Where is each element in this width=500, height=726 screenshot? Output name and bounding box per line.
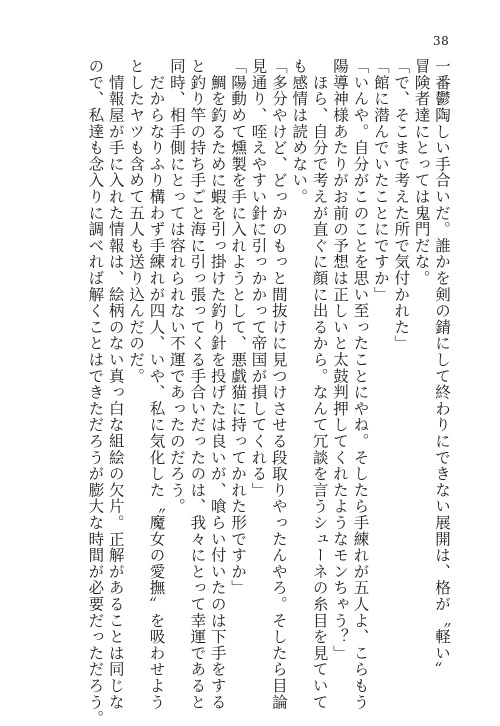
page-number: 38 [433, 34, 450, 48]
text-line: も感情は読めない。 [290, 58, 309, 205]
text-line: 「多分やけど、どっかのもっと間抜けに見つけさせる段取りやったんやろ。そしたら目論 [269, 58, 288, 710]
text-line: ので、私達も念入りに調べれば解くことはできただろうが膨大な時間が必要だっただろう。 [86, 58, 105, 726]
text-line: 「館に潜んでいたことにですか」 [371, 58, 390, 303]
text-line: ほら、自分で考えが直ぐに顔に出るから。なんて冗談を言うシューネの糸目を見ていて [310, 58, 329, 710]
text-line: 情報屋が手に入れた情報は、絵柄のない真っ白な組絵の欠片。正解があることは同じな [106, 58, 125, 710]
text-line: だからなりふり構わず手練れが四人、いや、私に気化した〝魔女の愛撫〟を吸わせよう [147, 58, 166, 710]
text-line: と釣り竿の持ち手ごと海に引っ張ってくる手合いだったのは、我々にとって幸運であると [188, 58, 207, 710]
text-line: 「陽動めて燻製を手に入れようとして、悪戯猫に持ってかれた形ですか」 [229, 58, 248, 596]
text-line: 一番鬱陶しい手合いだ。誰かを剣の錆にして終わりにできない展開は、格が〝軽い〟 [433, 58, 451, 678]
text-line: 陽導神様あたりがお前の予想は正しいと太鼓判押してくれたようなモンちゃう？」 [331, 58, 350, 662]
text-line: としたヤツも含めて五人も送り込んだのだ。 [127, 58, 146, 384]
text-line: 同時、相手側にとっては容れられない不運であったのだろう。 [167, 58, 186, 515]
novel-text-body [86, 58, 451, 726]
text-line: 見通り、咥えやすい針に引っかかって帝国が損してくれる」 [249, 58, 268, 499]
text-line: 鯛を釣るために蝦を引っ掛けた釣り針を投げたは良いが、喰らい付いたのは下手をする [208, 58, 227, 710]
text-line: 「いんや。自分がこのことを思い至ったことにやね。そしたら手練れが五人よ、こらもう [351, 58, 370, 710]
text-line: 冒険者達にとっては鬼門だな。 [412, 58, 431, 287]
text-line: 「で、そこまで考えた所で気付かれた」 [392, 58, 411, 352]
